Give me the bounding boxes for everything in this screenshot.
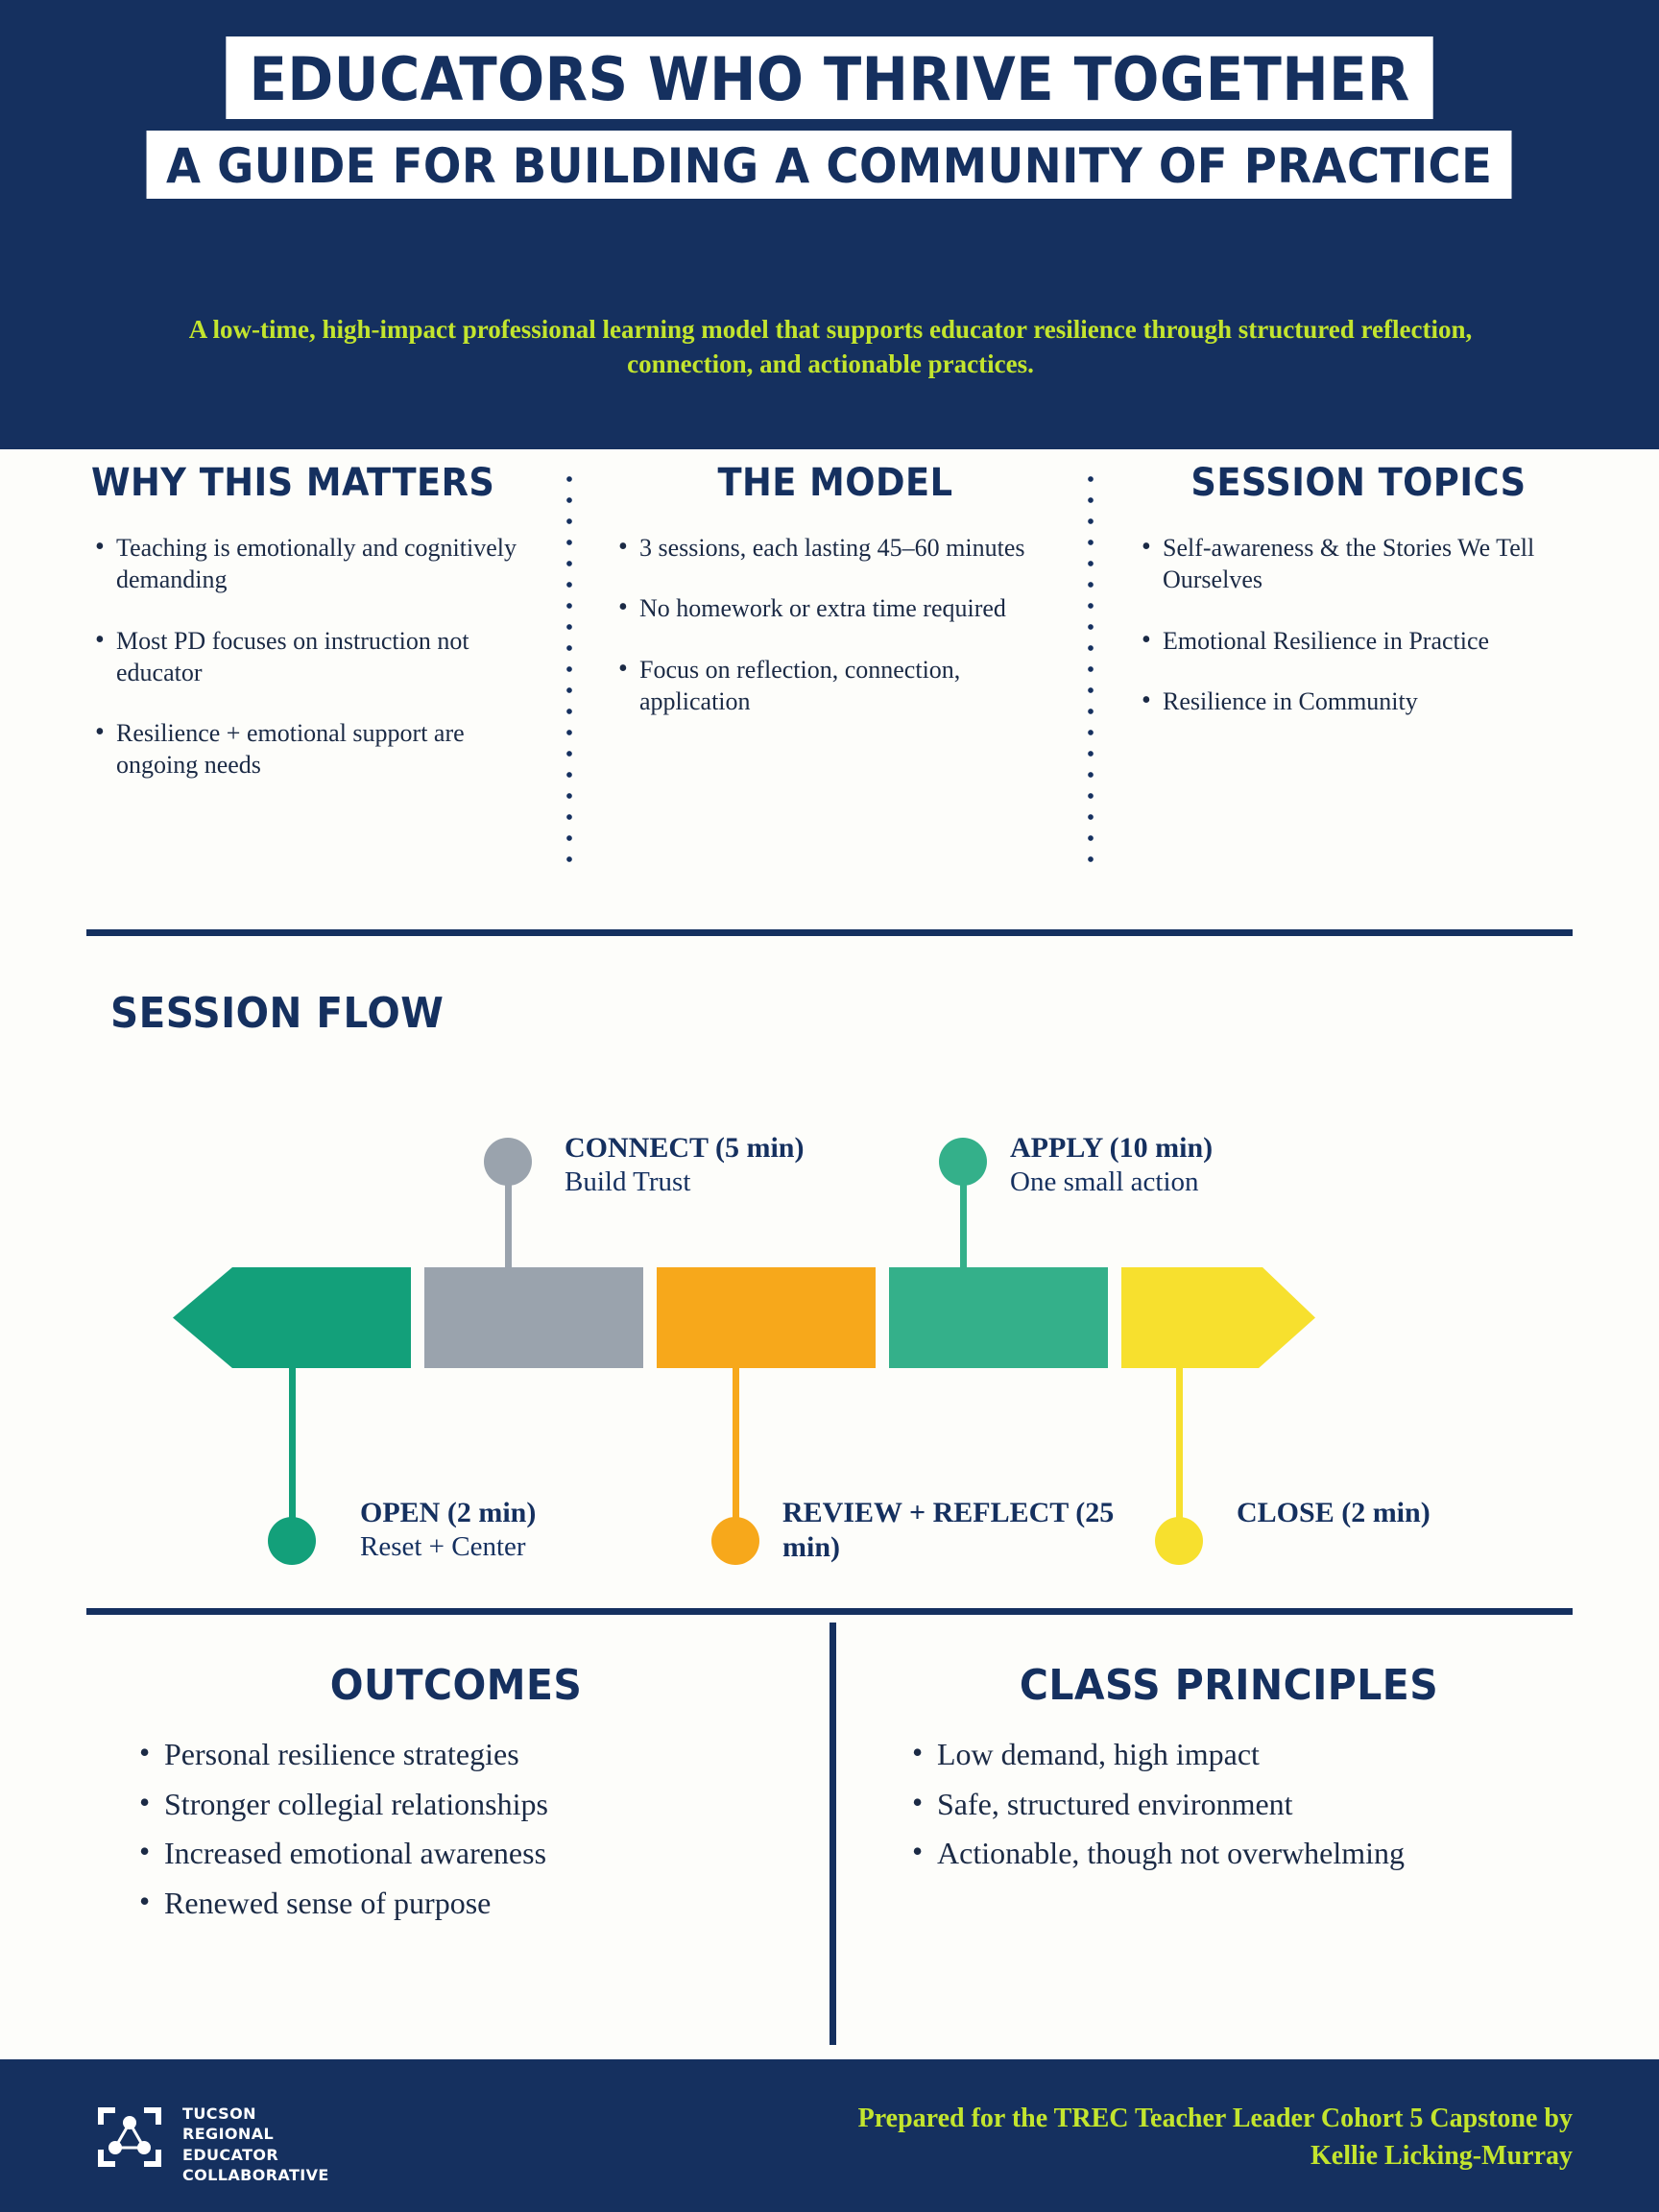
flow-label-title: REVIEW + REFLECT (25 min) <box>782 1497 1115 1563</box>
top-columns <box>0 461 1659 931</box>
list-item: • Stronger collegial relationships <box>139 1785 821 1825</box>
flow-segment-open <box>173 1267 411 1368</box>
panel-divider <box>830 1623 836 2045</box>
list-item: • Personal resilience strategies <box>139 1735 821 1775</box>
organization-logo <box>88 2090 405 2182</box>
session-flow-diagram <box>0 989 1659 1594</box>
footer-credit-line-1: Prepared for the TREC Teacher Leader Cohort 5 Capstone by <box>857 2104 1573 2133</box>
flow-dot-review <box>711 1517 759 1565</box>
column-list <box>1138 532 1579 717</box>
page-title-line-1: EDUCATORS WHO THRIVE TOGETHER <box>226 36 1433 119</box>
list-item: • Most PD focuses on instruction not educator <box>91 625 533 689</box>
flow-connector-review <box>733 1365 739 1533</box>
flow-label-title: APPLY (10 min) <box>1010 1132 1214 1164</box>
list-item: • Safe, structured environment <box>912 1785 1594 1825</box>
panel-list <box>864 1735 1594 1874</box>
page-subtitle: A low-time, high-impact professional learning model that supports educator resilience through structured reflection, connection, and actionable practices. <box>188 315 1473 379</box>
column-session-topics <box>1138 461 1579 746</box>
panel-outcomes <box>91 1661 821 1933</box>
footer-credit <box>421 2100 1573 2175</box>
column-divider-dots-2 <box>1088 469 1094 862</box>
flow-label-title: CLOSE (2 min) <box>1237 1497 1431 1528</box>
column-list <box>91 532 533 781</box>
column-divider-dots-1 <box>566 469 572 862</box>
list-item: • Teaching is emotionally and cognitively demanding <box>91 532 533 596</box>
panel-class-principles <box>864 1661 1594 1884</box>
list-item: • Focus on reflection, connection, application <box>614 654 1056 718</box>
flow-segment-connect <box>424 1267 643 1368</box>
section-divider-top <box>86 929 1573 936</box>
flow-dot-connect <box>484 1138 532 1186</box>
list-item: • Increased emotional awareness <box>139 1834 821 1874</box>
column-why-this-matters <box>91 461 533 810</box>
flow-label-title: CONNECT (5 min) <box>565 1132 805 1164</box>
column-the-model <box>614 461 1056 746</box>
flow-dot-apply <box>939 1138 987 1186</box>
list-item: • No homework or extra time required <box>614 592 1056 624</box>
bottom-panels <box>0 1623 1659 2055</box>
column-heading: SESSION TOPICS <box>1190 461 1527 505</box>
logo-wordmark <box>182 2104 329 2185</box>
flow-dot-close <box>1155 1517 1203 1565</box>
section-divider-middle <box>86 1608 1573 1615</box>
column-heading: THE MODEL <box>717 461 953 505</box>
panel-heading: CLASS PRINCIPLES <box>1019 1661 1439 1710</box>
logo-line-4: COLLABORATIVE <box>182 2165 329 2184</box>
flow-label-subtitle: Reset + Center <box>360 1531 526 1562</box>
logo-line-2: REGIONAL <box>182 2125 275 2144</box>
trec-logo-icon <box>88 2096 171 2178</box>
title-block <box>0 36 1659 199</box>
flow-label-open <box>360 1496 677 1564</box>
flow-arrow <box>173 1267 1315 1368</box>
flow-label-connect <box>565 1131 881 1199</box>
flow-label-subtitle: One small action <box>1010 1166 1199 1197</box>
panel-heading: OUTCOMES <box>329 1661 583 1710</box>
flow-label-close <box>1237 1496 1438 1530</box>
session-flow-heading: SESSION FLOW <box>110 989 445 1038</box>
flow-label-review-reflect <box>782 1496 1138 1565</box>
logo-line-3: EDUCATOR <box>182 2145 279 2164</box>
list-item: • Renewed sense of purpose <box>139 1884 821 1924</box>
column-heading: WHY THIS MATTERS <box>91 461 495 505</box>
list-item: • Resilience + emotional support are ongoing needs <box>91 717 533 781</box>
list-item: • Low demand, high impact <box>912 1735 1594 1775</box>
list-item: • Self-awareness & the Stories We Tell Ourselves <box>1138 532 1579 596</box>
list-item: • Emotional Resilience in Practice <box>1138 625 1579 657</box>
flow-segment-close <box>1121 1267 1315 1368</box>
logo-line-1: TUCSON <box>182 2104 256 2123</box>
flow-label-title: OPEN (2 min) <box>360 1497 537 1528</box>
flow-segment-apply <box>889 1267 1108 1368</box>
flow-label-subtitle: Build Trust <box>565 1166 691 1197</box>
flow-connector-close <box>1176 1365 1183 1533</box>
footer-credit-line-2: Kellie Licking-Murray <box>1310 2141 1573 2172</box>
header-banner <box>0 0 1659 449</box>
flow-dot-open <box>268 1517 316 1565</box>
page-title-line-2: A GUIDE FOR BUILDING A COMMUNITY OF PRACTICE <box>147 131 1512 199</box>
column-list <box>614 532 1056 717</box>
list-item: • Resilience in Community <box>1138 685 1579 717</box>
list-item: • 3 sessions, each lasting 45–60 minutes <box>614 532 1056 564</box>
list-item: • Actionable, though not overwhelming <box>912 1834 1594 1874</box>
flow-label-apply <box>1010 1131 1336 1199</box>
footer-banner <box>0 2059 1659 2212</box>
panel-list <box>91 1735 821 1923</box>
flow-segment-review-reflect <box>657 1267 876 1368</box>
flow-connector-open <box>289 1365 296 1533</box>
